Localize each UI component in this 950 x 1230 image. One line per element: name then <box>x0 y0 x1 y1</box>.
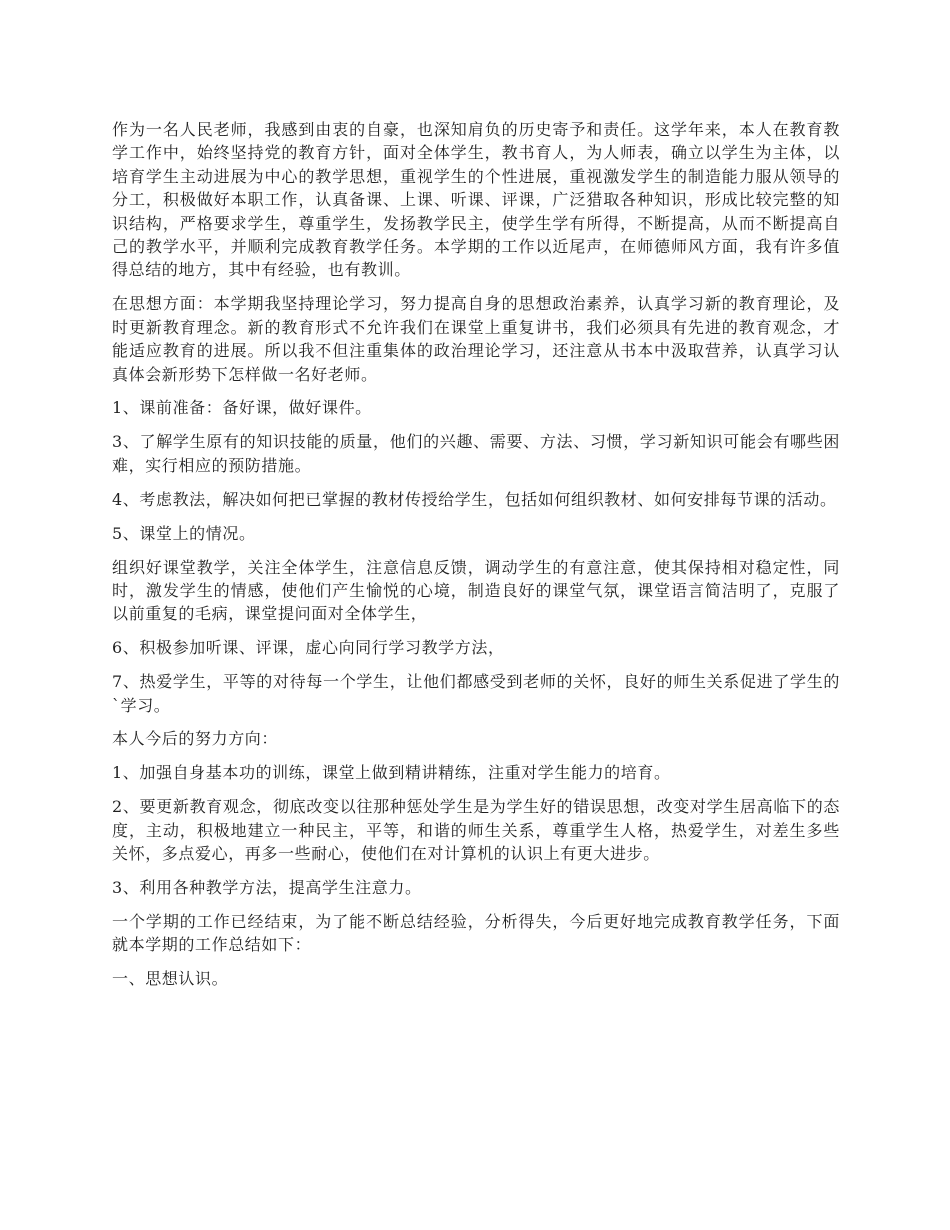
list-item: 1、加强自身基本功的训练，课堂上做到精讲精练，注重对学生能力的培育。 <box>112 763 671 783</box>
list-item: 6、积极参加听课、评课，虚心向同行学习教学方法， <box>112 638 505 658</box>
list-item: 4、考虑教法，解决如何把已掌握的教材传授给学生，包括如何组织教材、如何安排每节课的活动。 <box>112 489 837 509</box>
document-body <box>112 118 840 1001</box>
list-item: 1、课前准备：备好课，做好课件。 <box>112 398 372 418</box>
list-item: 5、课堂上的情况。 <box>112 523 256 543</box>
list-item: 3、利用各种教学方法，提高学生注意力。 <box>112 877 422 897</box>
section-heading: 本人今后的努力方向： <box>112 729 279 749</box>
paragraph: 作为一名人民老师，我感到由衷的自豪，也深知肩负的历史寄予和责任。这学年来，本人在教育教学工作中，始终坚持党的教育方针，面对全体学生，教书育人，为人师表，确立以学生为主体，以培育学生主动进展为中心的教学思想，重视学生的个性进展，重视激发学生的制造能力服从领导的分工，积极做好本职工作，认真备课、上课、听课、评课，广泛猎取各种知识，形成比较完整的知识结构，严格要求学生，尊重学生，发扬教学民主，使学生学有所得，不断提高，从而不断提高自己的教学水平，并顺利完成教育教学任务。本学期的工作以近尾声，在师德师风方面，我有许多值得总结的地方，其中有经验，也有教训。 <box>112 120 840 280</box>
list-item: 3、了解学生原有的知识技能的质量，他们的兴趣、需要、方法、习惯，学习新知识可能会有哪些困难，实行相应的预防措施。 <box>112 432 840 475</box>
paragraph: 组织好课堂教学，关注全体学生，注意信息反馈，调动学生的有意注意，使其保持相对稳定性，同时，激发学生的情感，使他们产生愉悦的心境，制造良好的课堂气氛，课堂语言简洁明了，克服了以前重复的毛病，课堂提问面对全体学生， <box>112 557 840 624</box>
section-heading: 一、思想认识。 <box>112 969 229 989</box>
paragraph: 一个学期的工作已经结束，为了能不断总结经验，分析得失，今后更好地完成教育教学任务，下面就本学期的工作总结如下： <box>112 911 840 955</box>
paragraph: 在思想方面：本学期我坚持理论学习，努力提高自身的思想政治素养，认真学习新的教育理论，及时更新教育理念。新的教育形式不允许我们在课堂上重复讲书，我们必须具有先进的教育观念，才能适应教育的进展。所以我不但注重集体的政治理论学习，还注意从书本中汲取营养，认真学习认真体会新形势下怎样做一名好老师。 <box>112 294 840 384</box>
list-item: 7、热爱学生，平等的对待每一个学生，让他们都感受到老师的关怀，良好的师生关系促进了学生的`学习。 <box>112 672 840 715</box>
list-item: 2、要更新教育观念，彻底改变以往那种惩处学生是为学生好的错误思想，改变对学生居高临下的态度，主动，积极地建立一种民主，平等，和谐的师生关系，尊重学生人格，热爱学生，对差生多些关怀，多点爱心，再多一些耐心，使他们在对计算机的认识上有更大进步。 <box>112 797 840 864</box>
